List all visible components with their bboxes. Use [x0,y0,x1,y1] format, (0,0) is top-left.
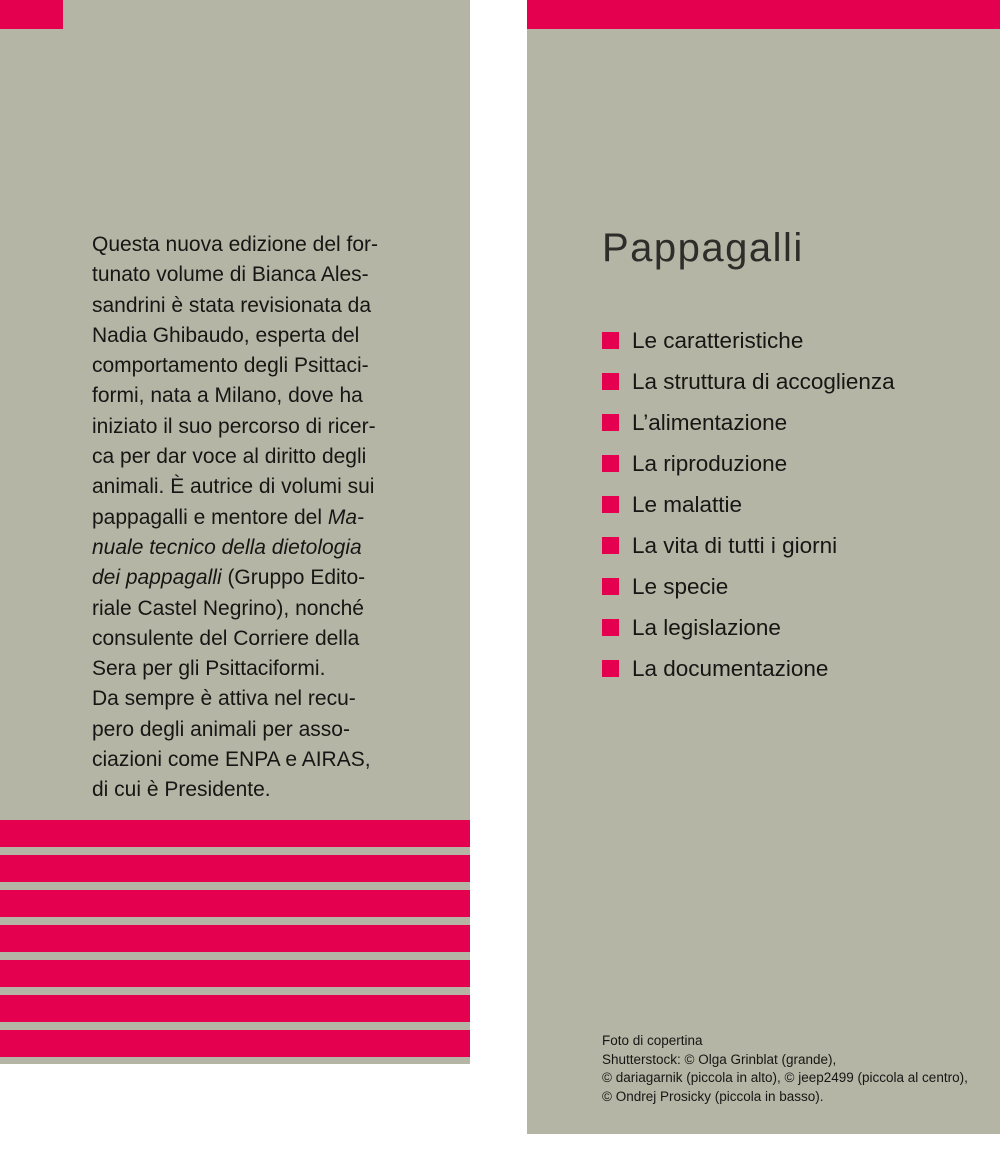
toc-item-label: La struttura di accoglienza [632,368,895,394]
toc-item-label: La riproduzione [632,450,788,476]
bio-line [92,563,422,593]
bio-segment: iniziato il suo percorso di ricer- [92,414,376,438]
bullet-square-icon [602,496,619,513]
toc-item [602,320,895,361]
bio-segment: pappagalli e mentore del [92,505,328,529]
bio-segment: (Gruppo Edito- [221,566,366,590]
toc-item-label: Le malattie [632,491,743,517]
bio-segment: Questa nuova edizione del for- [92,233,379,256]
toc-item [602,566,895,607]
bio-segment: Nadia Ghibaudo, esperta del [92,323,360,347]
toc-item-label: La vita di tutti i giorni [632,532,838,558]
toc-item-label: La documentazione [632,655,829,681]
accent-stripe [0,995,470,1022]
bio-segment: consulente del Corriere della [92,626,360,650]
bio-segment: pero degli animali per asso- [92,717,350,741]
bio-line [92,624,422,654]
bio-line [92,715,422,745]
bio-segment: ciazioni come ENPA e AIRAS, [92,748,371,772]
toc-item-label: L’alimentazione [632,409,788,435]
bio-segment: comportamento degli Psittaci- [92,354,369,378]
toc-item [602,648,895,689]
toc-item [602,484,895,525]
credit-line: Shutterstock: © Olga Grinblat (grande), [602,1051,837,1067]
bio-line [92,442,422,472]
bio-segment: riale Castel Negrino), nonché [92,596,364,620]
bio-segment: di cui è Presidente. [92,778,271,802]
bio-line [92,260,422,290]
toc-item [602,443,895,484]
contents-list [602,320,895,689]
bullet-square-icon [602,373,619,390]
bio-line [92,594,422,624]
bio-line [92,230,422,260]
bio-segment: Sera per gli Psittaciformi. [92,657,326,681]
bio-line [92,775,422,805]
right-flap-panel [527,0,1000,1134]
accent-stripe [0,820,470,847]
bio-line [92,503,422,533]
bio-segment: ca per dar voce al diritto degli [92,445,367,469]
bio-segment-italic: dei pappagalli [92,566,222,590]
photo-credits [602,1032,968,1106]
toc-item-label: Le specie [632,573,729,599]
stripe-decoration [0,820,470,1065]
toc-item [602,525,895,566]
left-flap-panel [0,0,470,1064]
page-title: Pappagalli [602,226,804,270]
top-accent-bar [527,0,1000,29]
toc-item [602,361,895,402]
bullet-square-icon [602,537,619,554]
bio-line [92,745,422,775]
bio-segment: Da sempre è attiva nel recu- [92,687,356,711]
bullet-square-icon [602,455,619,472]
bio-line [92,351,422,381]
credit-line: © Ondrej Prosicky (piccola in basso). [602,1088,824,1104]
toc-item [602,607,895,648]
credit-line: Foto di copertina [602,1033,703,1048]
bio-line [92,381,422,411]
bullet-square-icon [602,332,619,349]
toc-item-label: Le caratteristiche [632,327,804,353]
accent-stripe [0,890,470,917]
accent-stripe [0,960,470,987]
toc-item [602,402,895,443]
bio-segment-italic: Ma- [327,505,365,529]
bio-line [92,654,422,684]
bullet-square-icon [602,619,619,636]
bio-line [92,472,422,502]
bio-segment: sandrini è stata revisionata da [92,293,371,317]
author-bio-text [92,230,422,806]
accent-stripe [0,1030,470,1057]
bio-segment-italic: nuale tecnico della dietologia [92,535,362,559]
bio-line [92,321,422,351]
bio-segment: tunato volume di Bianca Ales- [92,263,369,287]
bullet-square-icon [602,578,619,595]
bio-line [92,533,422,563]
corner-accent-block [0,0,63,29]
accent-stripe [0,925,470,952]
bullet-square-icon [602,660,619,677]
bio-line [92,684,422,714]
toc-item-label: La legislazione [632,614,781,640]
bio-line [92,412,422,442]
bio-segment: formi, nata a Milano, dove ha [92,384,363,408]
credit-line: © dariagarnik (piccola in alto), © jeep2499 (piccola al centro), [602,1070,968,1085]
accent-stripe [0,855,470,882]
bio-segment: animali. È autrice di volumi sui [92,475,375,499]
bullet-square-icon [602,414,619,431]
bio-line [92,291,422,321]
